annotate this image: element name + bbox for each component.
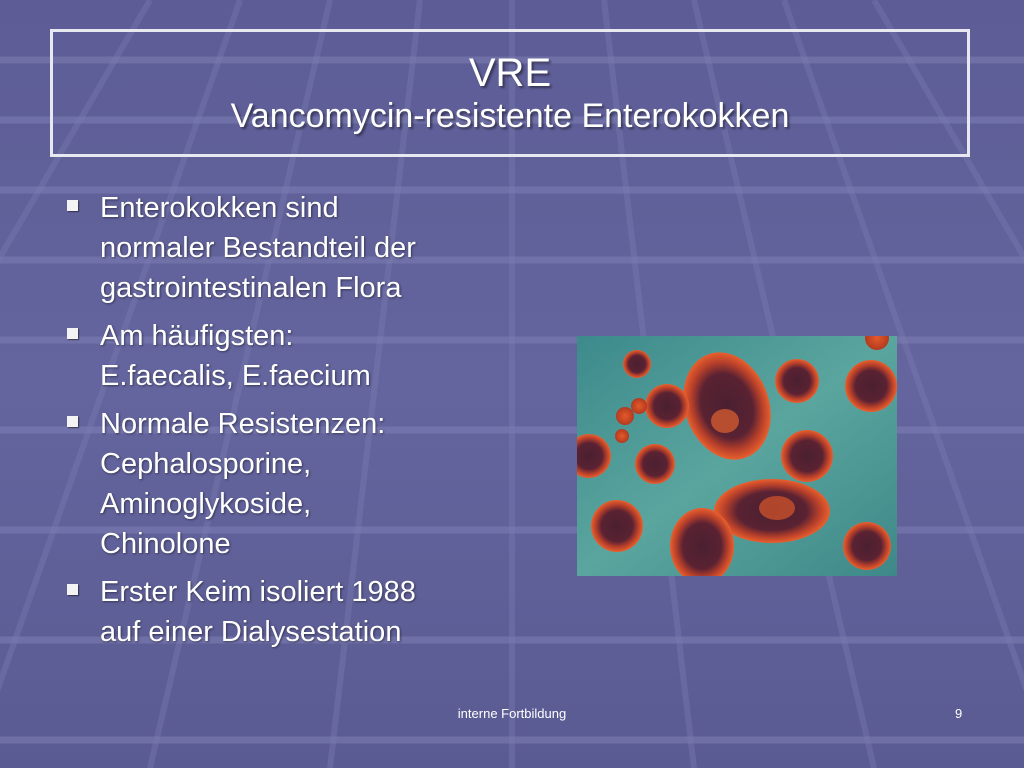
bullet-line: Chinolone xyxy=(100,528,231,560)
bullet-list xyxy=(62,188,502,660)
square-bullet-icon xyxy=(67,200,78,211)
bullet-line: Erster Keim isoliert 1988 xyxy=(100,576,416,608)
bullet-line: gastrointestinalen Flora xyxy=(100,272,402,304)
slide-title: VRE xyxy=(468,51,552,95)
bullet-line: Cephalosporine, xyxy=(100,448,312,480)
square-bullet-icon xyxy=(67,584,78,595)
title-box xyxy=(50,29,970,157)
bullet-line: auf einer Dialysestation xyxy=(100,616,402,648)
bullet-line: normaler Bestandteil der xyxy=(100,232,416,264)
bullet-line: E.faecalis, E.faecium xyxy=(100,360,371,392)
bullet-line: Am häufigsten: xyxy=(100,320,294,352)
bullet-line: Enterokokken sind xyxy=(100,192,339,224)
square-bullet-icon xyxy=(67,328,78,339)
page-number: 9 xyxy=(955,706,963,721)
bullet-line: Normale Resistenzen: xyxy=(100,408,386,440)
bullet-item xyxy=(62,404,502,564)
micrograph-image xyxy=(577,336,897,576)
footer-text: interne Fortbildung xyxy=(457,706,567,721)
bullet-item xyxy=(62,572,502,652)
bullet-line: Aminoglykoside, xyxy=(100,488,312,520)
bullet-item xyxy=(62,316,502,396)
slide-subtitle: Vancomycin-resistente Enterokokken xyxy=(230,97,790,135)
square-bullet-icon xyxy=(67,416,78,427)
bullet-item xyxy=(62,188,502,308)
